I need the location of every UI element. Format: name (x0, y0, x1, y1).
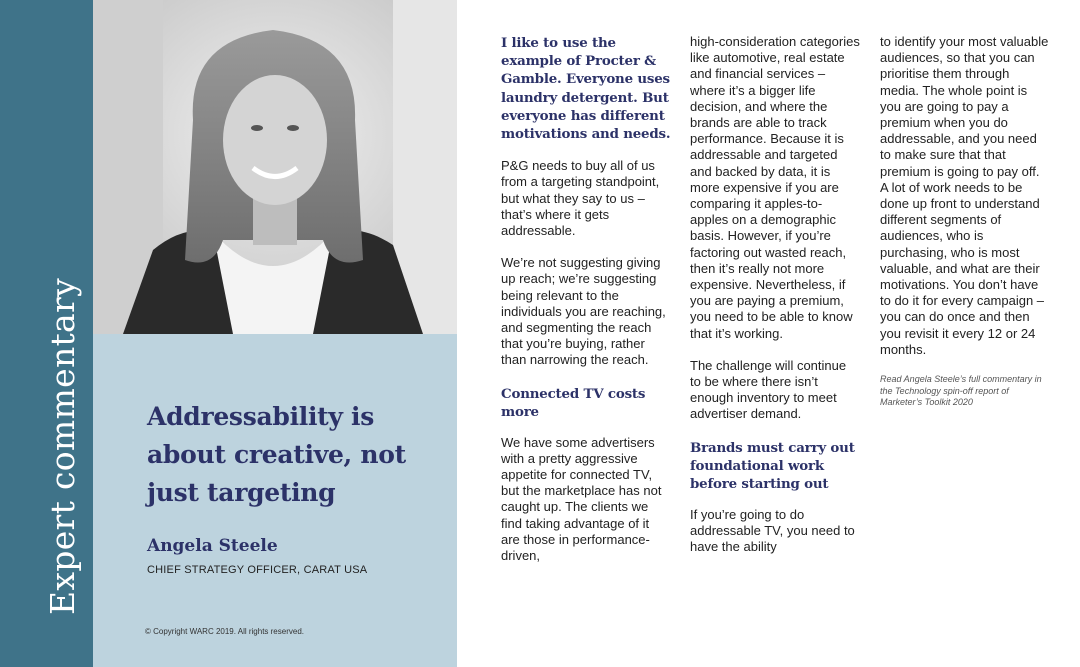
paragraph: The challenge will continue to be where there isn’t enough inventory to meet advertiser demand. (690, 357, 847, 422)
paragraph: We have some advertisers with a pretty aggressive appetite for connected TV, but the marketplace has not caught up. The clients we find taking advantage of it are those in performance-driven, (501, 434, 662, 564)
author-title: CHIEF STRATEGY OFFICER, CARAT USA (147, 564, 368, 576)
paragraph: We’re not suggesting giving up reach; we’re suggesting being relevant to the individuals you are reaching, and segmenting the reach that you’re buying, rather than narrowing the reach. (501, 255, 666, 368)
headline: Addressability is about creative, not just targeting (147, 402, 406, 507)
section-label: Expert commentary (43, 277, 82, 615)
subheading: Brands must carry out foundational work before starting out (690, 439, 855, 492)
paragraph: If you’re going to do addressable TV, you need to have the ability (690, 506, 855, 555)
copyright-notice: © Copyright WARC 2019. All rights reserved. (145, 627, 304, 636)
sidebar-band (0, 0, 93, 667)
portrait-photo (93, 0, 457, 334)
headline-panel (93, 334, 457, 667)
author-name: Angela Steele (147, 536, 278, 556)
source-note: Read Angela Steele’s full commentary in the Technology spin-off report of Marketer’s Toolkit 2020 (880, 374, 1042, 408)
text-column-2 (690, 34, 860, 571)
paragraph: P&G needs to buy all of us from a targeting standpoint, but what they say to us – that’s where it gets addressable. (501, 158, 660, 239)
paragraph: to identify your most valuable audiences, so that you can prioritise them through media. The whole point is you are going to pay a premium when you do addressable, and you need to make sure that that premium is going to pay off. A lot of work needs to be done up front to understand different segments of audiences, who is purchasing, who is most valuable, and what are their motivations. You don’t have to do it for every campaign – you can do once and then you revisit it every 12 or 24 months. (880, 34, 1049, 357)
subheading: Connected TV costs more (501, 385, 646, 420)
text-column-3 (880, 34, 1050, 425)
paragraph: high-consideration categories like automotive, real estate and financial services – where it’s a bigger life decision, and where the brands are able to track performance. Because it is addressable and targeted and backed by data, it is more expensive if you are comparing it apples-to-apples on a demographic basis. However, if you’re factoring out wasted reach, then it’s really not more expensive. Nevertheless, if you are paying a premium, you need to be able to know that it’s working. (690, 34, 860, 341)
text-column-1 (501, 34, 671, 580)
lead-quote: I like to use the example of Procter & Gamble. Everyone uses laundry detergent. But everyone has different motivations and needs. (501, 35, 671, 143)
